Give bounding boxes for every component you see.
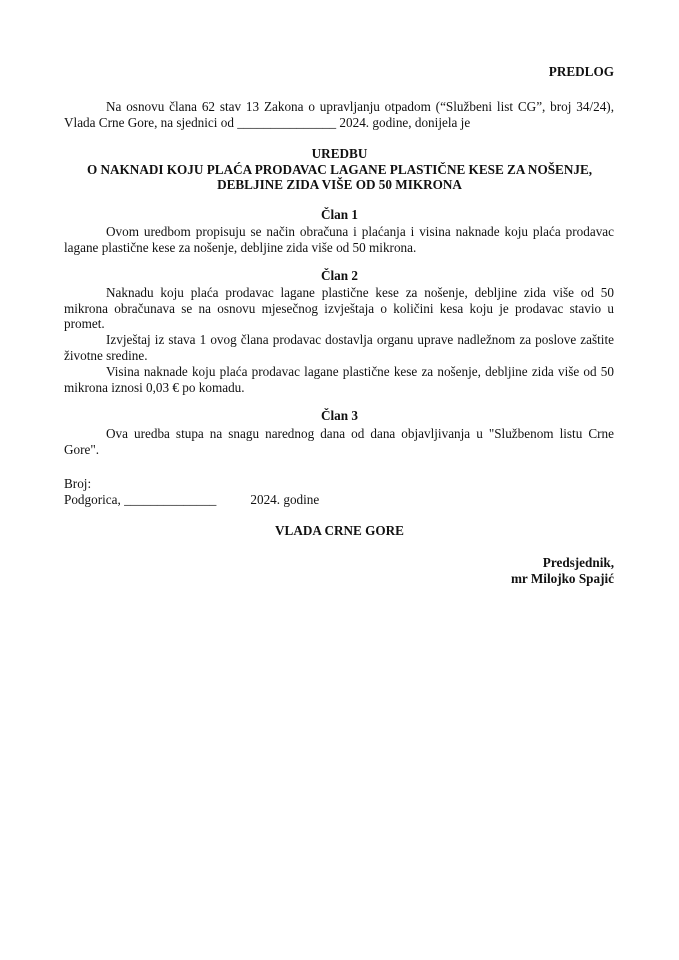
decree-title-line-2: O NAKNADI KOJU PLAĆA PRODAVAC LAGANE PLASTIČNE KESE ZA NOŠENJE,	[86, 161, 593, 177]
decree-title	[0, 146, 679, 193]
signatory-name: mr Milojko Spajić	[510, 570, 614, 586]
article-2-paragraph-2: Izvještaj iz stava 1 ovog člana prodavac dostavlja organu uprave nadležnom za poslove zaštite životne sredine.	[64, 332, 614, 363]
place-label: Podgorica, ______________	[64, 492, 217, 507]
article-3-heading: Član 3	[320, 408, 358, 423]
article-1-paragraph-1: Ovom uredbom propisuju se način obračuna i plaćanja i visina naknade koju plaća prodavac lagane plastične kese za nošenje, debljine zida više od 50 mikrona.	[64, 224, 614, 255]
article-2-heading: Član 2	[320, 268, 358, 283]
government-name: VLADA CRNE GORE	[275, 523, 404, 538]
place-and-date	[64, 492, 319, 508]
decree-title-line-1: UREDBU	[311, 146, 368, 161]
article-3-paragraph-1: Ova uredba stupa na snagu narednog dana od dana objavljivanja u "Službenom listu Crne Gore".	[64, 426, 614, 457]
year-label: 2024. godine	[250, 492, 320, 507]
decree-title-line-3: DEBLJINE ZIDA VIŠE OD 50 MIKRONA	[217, 177, 462, 192]
signatory-title: Predsjednik,	[542, 555, 614, 570]
article-1-heading: Član 1	[320, 207, 358, 222]
article-2-paragraph-1: Naknadu koju plaća prodavac lagane plastične kese za nošenje, debljine zida više od 50 mikrona obračunava se na osnovu mjesečnog izvještaja o količini kesa koju je prodavac stavio u promet.	[64, 285, 614, 331]
document-number-label: Broj:	[64, 476, 92, 491]
preamble-paragraph: Na osnovu člana 62 stav 13 Zakona o upravljanju otpadom (“Službeni list CG”, broj 34/24), Vlada Crne Gore, na sjednici od _______________ 2024. godine, donijela je	[64, 99, 614, 130]
document-status-marker: PREDLOG	[548, 64, 614, 79]
article-2-paragraph-3: Visina naknade koju plaća prodavac lagane plastične kese za nošenje, debljine zida više od 50 mikrona iznosi 0,03 € po komadu.	[64, 364, 614, 395]
signature-block	[511, 555, 614, 586]
